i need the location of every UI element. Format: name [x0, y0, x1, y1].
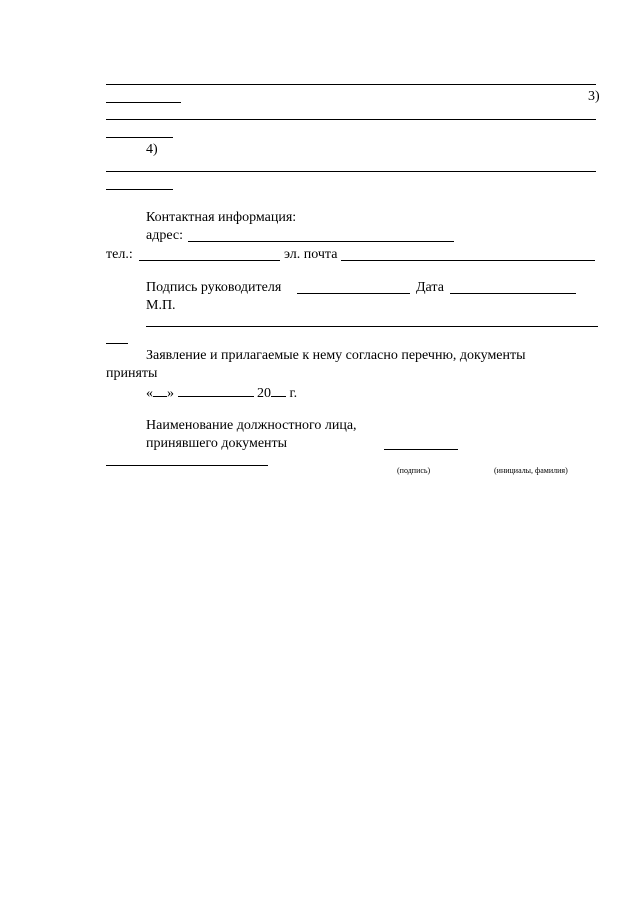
- official-signature-field[interactable]: [384, 449, 458, 450]
- blank-line-4b: [106, 189, 173, 190]
- address-field[interactable]: [188, 241, 454, 242]
- email-label: эл. почта: [284, 247, 338, 262]
- official-line-1: Наименование должностного лица,: [146, 418, 357, 433]
- date-label: Дата: [416, 280, 444, 295]
- blank-line-3c: [106, 119, 596, 120]
- signature-label: Подпись руководителя: [146, 280, 282, 295]
- acceptance-date: [146, 384, 297, 402]
- stamp-label: М.П.: [146, 298, 176, 313]
- blank-line-4a: [106, 171, 596, 172]
- quote-close: »: [167, 386, 174, 401]
- item-3-number: 3): [588, 89, 600, 104]
- statement-line-1: Заявление и прилагаемые к нему согласно перечню, документы: [146, 348, 526, 363]
- signature-field[interactable]: [297, 293, 410, 294]
- caption-signature: (подпись): [397, 466, 431, 475]
- quote-open: «: [146, 386, 153, 401]
- blank-line-3a: [106, 84, 596, 85]
- phone-label: тел.:: [106, 247, 133, 262]
- year-field[interactable]: [271, 384, 286, 397]
- day-field[interactable]: [153, 384, 167, 397]
- item-4-number: 4): [146, 142, 158, 157]
- statement-line-2: приняты: [106, 366, 158, 381]
- address-label: адрес:: [146, 228, 184, 243]
- year-suffix: г.: [289, 386, 298, 401]
- month-field[interactable]: [178, 384, 254, 397]
- date-field[interactable]: [450, 293, 576, 294]
- blank-line-5b: [106, 343, 128, 344]
- caption-initials: (инициалы, фамилия): [494, 466, 568, 475]
- year-prefix: 20: [257, 386, 271, 401]
- phone-field[interactable]: [139, 260, 280, 261]
- blank-line-3b: [106, 102, 181, 103]
- blank-line-5a: [146, 326, 598, 327]
- official-line-2: принявшего документы: [146, 436, 288, 451]
- blank-line-3d: [106, 137, 173, 138]
- contact-heading: Контактная информация:: [146, 210, 297, 225]
- official-name-field[interactable]: [106, 465, 268, 466]
- email-field[interactable]: [341, 260, 595, 261]
